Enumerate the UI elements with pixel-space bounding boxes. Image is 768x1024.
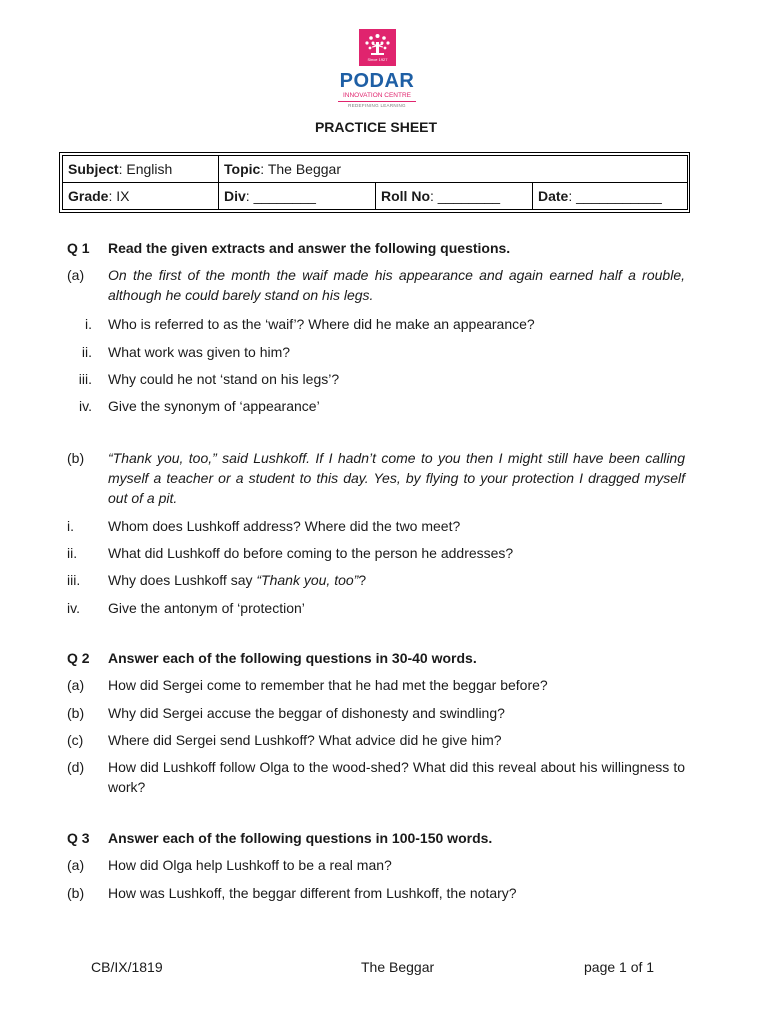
- extract-text: “Thank you, too,” said Lushkoff. If I hadn’t come to you then I might still have been calling myself a teacher or a student to this day. Yes, by flying to your protection I dragged myself out of a pit.: [108, 450, 685, 506]
- question-heading: Answer each of the following questions in 30-40 words.: [108, 650, 477, 666]
- footer-code: CB/IX/1819: [91, 959, 163, 975]
- roll-no-cell: Roll No: ________: [376, 183, 533, 210]
- logo-tagline: REDEFINING LEARNING: [338, 101, 416, 109]
- footer-page-number: page 1 of 1: [584, 959, 655, 975]
- tree-logo-icon: [359, 29, 396, 66]
- question-heading: Read the given extracts and answer the following questions.: [108, 240, 511, 256]
- info-table: [59, 152, 690, 213]
- grade-cell: Grade: IX: [63, 183, 219, 210]
- page-title: PRACTICE SHEET: [314, 119, 438, 135]
- podar-logo: [330, 26, 424, 110]
- topic-cell: Topic: The Beggar: [219, 156, 688, 183]
- footer-topic: The Beggar: [361, 959, 435, 975]
- subject-cell: Subject: English: [63, 156, 219, 183]
- logo-subtitle: INNOVATION CENTRE: [342, 92, 411, 99]
- date-cell: Date: ___________: [533, 183, 688, 210]
- div-cell: Div: ________: [219, 183, 376, 210]
- extract-text: On the first of the month the waif made his appearance and again earned half a rouble, although he could barely stand on his legs.: [108, 267, 685, 303]
- question-number: Q 3: [67, 830, 90, 846]
- logo-since-text: Since 1927: [367, 57, 388, 62]
- logo-name: PODAR: [339, 70, 415, 92]
- extract-label: (b): [67, 450, 85, 466]
- question-number: Q 1: [67, 240, 90, 256]
- question-number: Q 2: [67, 650, 90, 666]
- question-heading: Answer each of the following questions in 100-150 words.: [108, 830, 493, 846]
- extract-label: (a): [67, 267, 85, 283]
